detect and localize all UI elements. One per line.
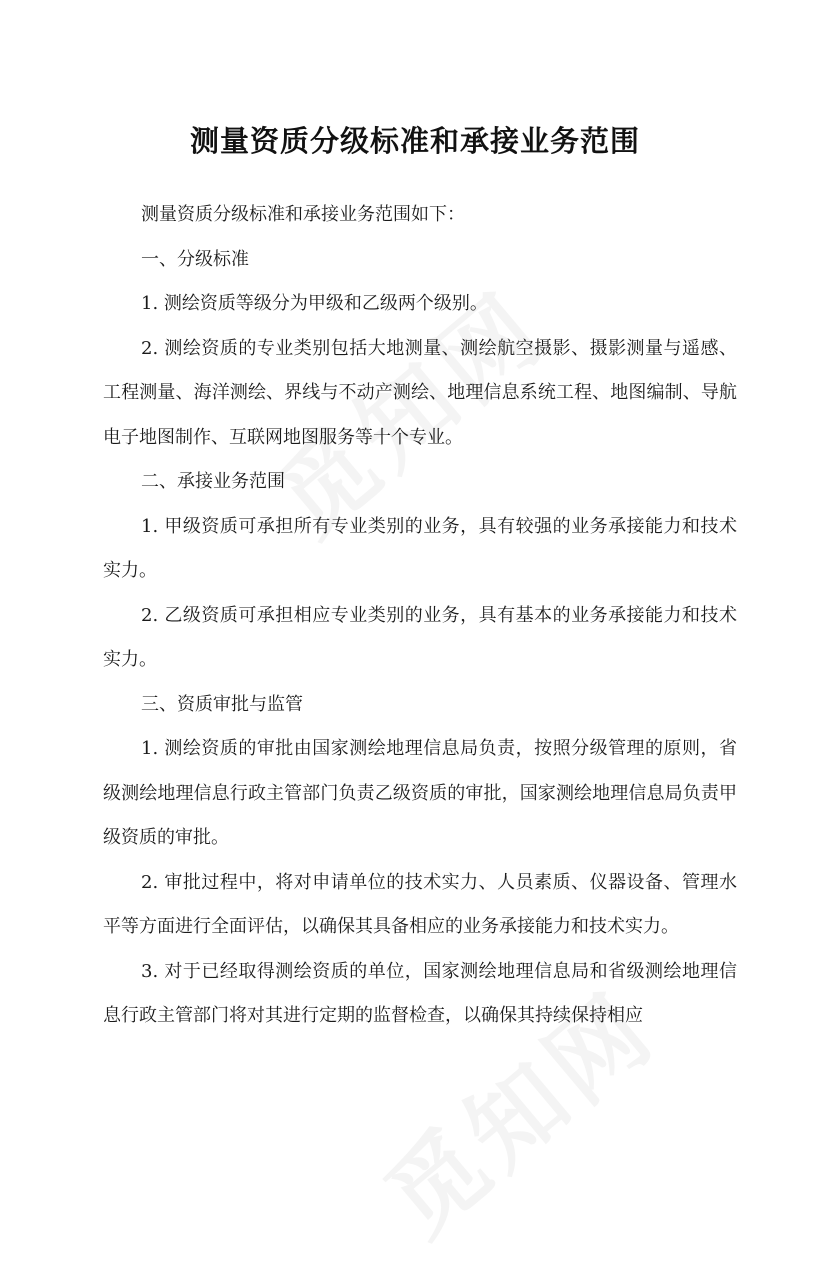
section-heading-2: 二、承接业务范围 <box>141 471 285 492</box>
paragraph: 3. 对于已经取得测绘资质的单位，国家测绘地理信息局和省级测绘地理信息行政主管部门将对其进行定期的监督检查，以确保其持续保持相应 <box>103 960 737 1026</box>
section-heading-3: 三、资质审批与监管 <box>141 693 303 715</box>
paragraph: 1. 测绘资质等级分为甲级和乙级两个级别。 <box>141 293 488 314</box>
paragraph: 1. 甲级资质可承担所有专业类别的业务，具有较强的业务承接能力和技术实力。 <box>103 515 737 581</box>
section-heading-1: 一、分级标准 <box>141 248 249 270</box>
page-title: 测量资质分级标准和承接业务范围 <box>189 124 640 159</box>
paragraph: 1. 测绘资质的审批由国家测绘地理信息局负责，按照分级管理的原则，省级测绘地理信息行政主管部门负责乙级资质的审批，国家测绘地理信息局负责甲级资质的审批。 <box>103 738 737 848</box>
document-body <box>103 193 737 1039</box>
paragraph: 2. 审批过程中，将对申请单位的技术实力、人员素质、仪器设备、管理水平等方面进行全面评估，以确保其具备相应的业务承接能力和技术实力。 <box>103 871 737 937</box>
paragraph: 2. 测绘资质的专业类别包括大地测量、测绘航空摄影、摄影测量与遥感、工程测量、海洋测绘、界线与不动产测绘、地理信息系统工程、地图编制、导航电子地图制作、互联网地图服务等十个专业。 <box>103 337 737 448</box>
paragraph: 2. 乙级资质可承担相应专业类别的业务，具有基本的业务承接能力和技术实力。 <box>103 604 737 670</box>
paragraph-intro: 测量资质分级标准和承接业务范围如下： <box>141 204 465 225</box>
